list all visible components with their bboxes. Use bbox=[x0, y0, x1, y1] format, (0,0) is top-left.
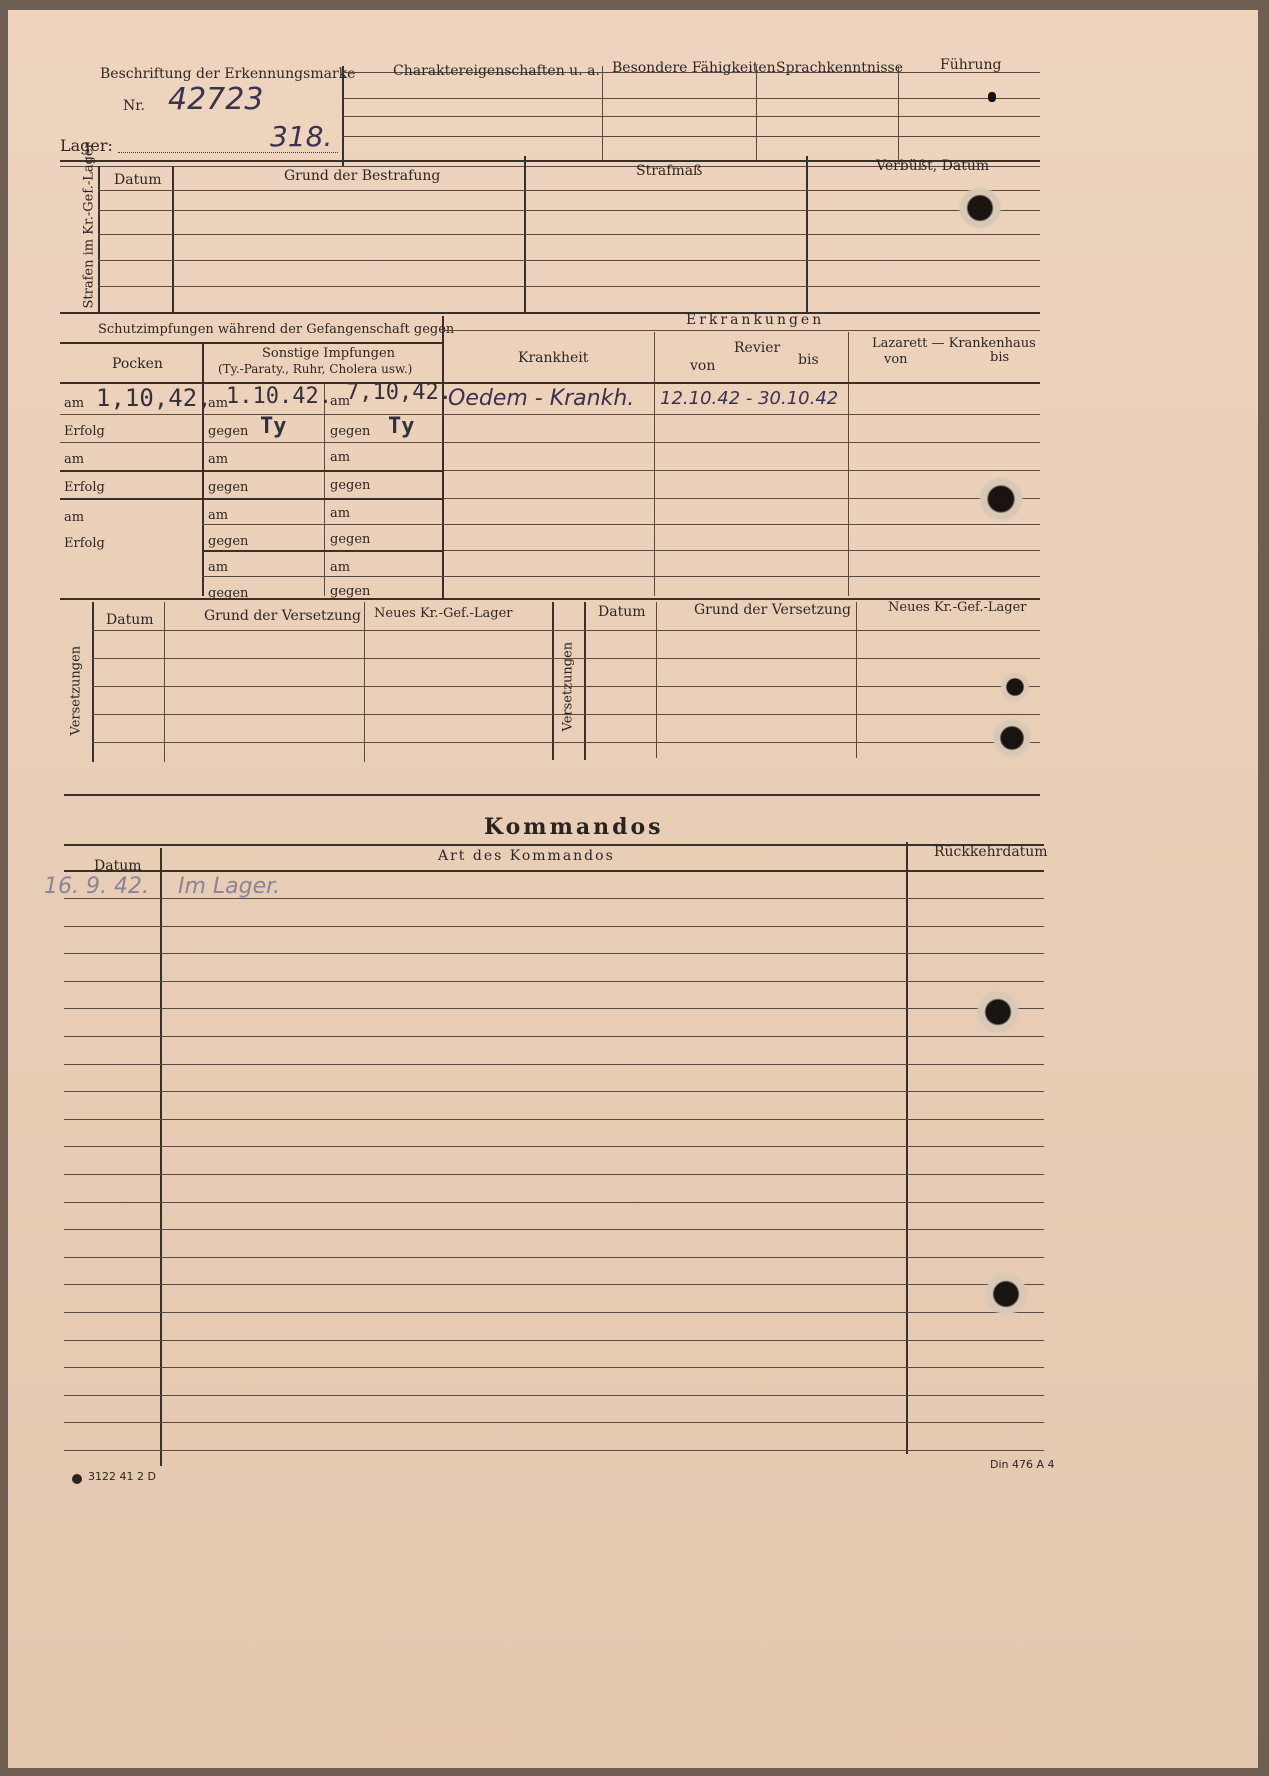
other2-gegen-2: gegen bbox=[330, 478, 371, 493]
kom-entry-date: 16. 9. 42. bbox=[44, 874, 149, 899]
pun-col-served: Verbüßt, Datum bbox=[876, 158, 990, 174]
other1-am-4: am bbox=[208, 560, 229, 575]
col-languages: Sprachkenntnisse bbox=[776, 60, 904, 76]
ruled-line bbox=[64, 1257, 1044, 1258]
ruled-line bbox=[64, 1450, 1044, 1451]
pocken-erfolg-3: Erfolg bbox=[64, 536, 105, 551]
ruled-line bbox=[64, 1422, 1044, 1423]
col-other-vacc-sub: (Ty.-Paraty., Ruhr, Cholera usw.) bbox=[218, 362, 413, 376]
tag-label: Beschriftung der Erkennungsmarke bbox=[100, 66, 356, 82]
ruled-line bbox=[64, 1064, 1044, 1065]
punch-hole bbox=[976, 990, 1020, 1034]
other1-gegen-label: gegen bbox=[208, 424, 249, 439]
other2-date: 7,10,42. bbox=[346, 380, 452, 405]
ruled-line bbox=[64, 1174, 1044, 1175]
print-code: 3122 41 2 D bbox=[88, 1470, 156, 1483]
pun-col-date: Datum bbox=[114, 172, 162, 188]
tr-right-col-reason: Grund der Versetzung bbox=[694, 602, 851, 618]
pocken-erfolg-2: Erfolg bbox=[64, 480, 105, 495]
tr-left-col-reason: Grund der Versetzung bbox=[204, 608, 361, 624]
other1-gegen-2: gegen bbox=[208, 480, 249, 495]
print-mark-icon bbox=[72, 1474, 82, 1484]
punch-hole bbox=[978, 476, 1024, 522]
ill-section-title: Erkrankungen bbox=[686, 312, 825, 328]
illness-1: Oedem - Krankh. bbox=[448, 386, 635, 411]
pun-col-reason: Grund der Bestrafung bbox=[284, 168, 441, 184]
other1-am-2: am bbox=[208, 452, 229, 467]
ruled-line bbox=[64, 1146, 1044, 1147]
ruled-line bbox=[64, 1395, 1044, 1396]
pocken-am-2: am bbox=[64, 452, 85, 467]
other1-gegen-4: gegen bbox=[208, 586, 249, 601]
tr-left-col-date: Datum bbox=[106, 612, 154, 628]
kom-col-date: Datum bbox=[94, 858, 142, 874]
lager-label: Lager: bbox=[60, 136, 113, 155]
hospital-bis: bis bbox=[990, 350, 1010, 365]
ruled-line bbox=[64, 1008, 1044, 1009]
hospital-von: von bbox=[884, 352, 908, 367]
other2-against: Ty bbox=[388, 414, 415, 439]
other1-date: 1.10.42. bbox=[226, 384, 332, 409]
col-hospital: Lazarett — Krankenhaus bbox=[872, 336, 1036, 351]
kom-entry-type: Im Lager. bbox=[178, 874, 281, 899]
ruled-line bbox=[64, 1229, 1044, 1230]
other2-gegen-label: gegen bbox=[330, 424, 371, 439]
revier-von: von bbox=[690, 358, 716, 374]
other2-gegen-4: gegen bbox=[330, 584, 371, 599]
other2-am-3: am bbox=[330, 506, 351, 521]
pocken-am-label: am bbox=[64, 396, 85, 411]
ruled-line bbox=[64, 1284, 1044, 1285]
transfers-side-label-right: Versetzungen bbox=[560, 641, 576, 732]
other2-am-2: am bbox=[330, 450, 351, 465]
vacc-section-title: Schutzimpfungen während der Gefangenschaft gegen bbox=[98, 322, 455, 337]
ruled-line bbox=[64, 953, 1044, 954]
ruled-line bbox=[64, 926, 1044, 927]
side-label-2: im Kr.-Gef.-Lager bbox=[81, 142, 97, 256]
punishments-side-label bbox=[81, 142, 97, 309]
col-conduct: Führung bbox=[940, 57, 1002, 73]
punch-hole bbox=[984, 1272, 1028, 1316]
tr-right-col-new-camp: Neues Kr.-Gef.-Lager bbox=[888, 600, 1027, 615]
ruled-line bbox=[64, 981, 1044, 982]
ruled-line bbox=[64, 1312, 1044, 1313]
other1-am-3: am bbox=[208, 508, 229, 523]
pun-col-measure: Strafmaß bbox=[636, 163, 703, 179]
other2-am-4: am bbox=[330, 560, 351, 575]
other1-am-label: am bbox=[208, 396, 229, 411]
revier-1: 12.10.42 - 30.10.42 bbox=[660, 388, 839, 409]
ruled-line bbox=[64, 1202, 1044, 1203]
col-character: Charaktereigenschaften u. a. bbox=[393, 63, 600, 79]
small-hole bbox=[988, 92, 996, 102]
kommandos-title: Kommandos bbox=[484, 814, 664, 840]
tr-left-col-new-camp: Neues Kr.-Gef.-Lager bbox=[374, 606, 513, 621]
ruled-line bbox=[64, 1091, 1044, 1092]
ruled-line bbox=[64, 1367, 1044, 1368]
other2-gegen-3: gegen bbox=[330, 532, 371, 547]
nr-label: Nr. bbox=[123, 98, 145, 114]
kom-col-type: Art des Kommandos bbox=[438, 848, 615, 864]
col-other-vacc: Sonstige Impfungen bbox=[262, 346, 396, 361]
ruled-line bbox=[64, 898, 1044, 899]
kom-col-return: Rückkehrdatum bbox=[934, 844, 1048, 860]
tr-right-col-date: Datum bbox=[598, 604, 646, 620]
ruled-line bbox=[64, 1036, 1044, 1037]
pocken-am-3: am bbox=[64, 510, 85, 525]
pocken-date: 1,10,42, bbox=[96, 384, 212, 412]
col-revier: Revier bbox=[734, 340, 781, 356]
pocken-erfolg-1: Erfolg bbox=[64, 424, 105, 439]
other1-against: Ty bbox=[260, 414, 287, 439]
ruled-line bbox=[64, 1340, 1044, 1341]
punch-hole bbox=[1000, 672, 1030, 702]
din-format: Din 476 A 4 bbox=[990, 1458, 1055, 1471]
revier-bis: bis bbox=[798, 352, 819, 368]
col-abilities: Besondere Fähigkeiten bbox=[612, 60, 776, 76]
other1-gegen-3: gegen bbox=[208, 534, 249, 549]
nr-value: 42723 bbox=[168, 82, 264, 117]
other2-am-label: am bbox=[330, 394, 351, 409]
side-label-1: Strafen bbox=[81, 259, 97, 309]
ruled-line bbox=[64, 1119, 1044, 1120]
lager-value: 318. bbox=[270, 120, 333, 153]
col-pocken: Pocken bbox=[112, 356, 163, 372]
transfers-side-label-left: Versetzungen bbox=[68, 645, 84, 736]
col-illness: Krankheit bbox=[518, 350, 589, 366]
punch-hole bbox=[958, 186, 1002, 230]
prisoner-record-card bbox=[8, 10, 1258, 1768]
punch-hole bbox=[992, 718, 1032, 758]
